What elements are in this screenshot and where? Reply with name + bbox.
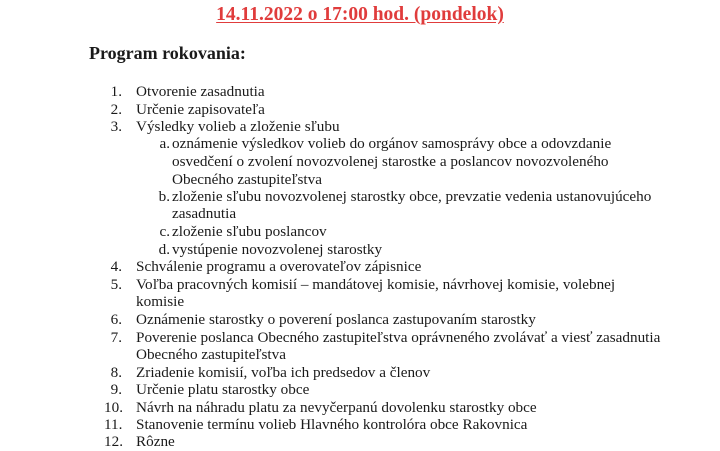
- agenda-item-text: Schválenie programu a overovateľov zápisnice: [136, 258, 422, 275]
- agenda-subitem-letter: b.: [158, 188, 170, 205]
- agenda-item-number: 7.: [110, 329, 122, 346]
- agenda-item-text-continued: komisie: [136, 293, 185, 310]
- agenda-subitem-text: zloženie sľubu poslancov: [172, 223, 327, 240]
- agenda-item-number: 11.: [104, 416, 123, 433]
- agenda-item-text: Rôzne: [136, 433, 175, 450]
- agenda-item-number: 5.: [110, 276, 122, 293]
- agenda-item-number: 8.: [110, 364, 122, 381]
- agenda-item-text: Návrh na náhradu platu za nevyčerpanú dovolenku starostky obce: [136, 399, 537, 416]
- agenda-subitem-text: Obecného zastupiteľstva: [172, 171, 322, 188]
- agenda-item-text: Výsledky volieb a zloženie sľubu: [136, 118, 340, 135]
- agenda-item-number: 1.: [110, 83, 122, 100]
- agenda-subitem-text: zasadnutia: [172, 205, 237, 222]
- agenda-item-number: 2.: [110, 101, 122, 118]
- agenda-subitem-text: osvedčení o zvolení novozvolenej starostke a poslancov novozvoleného: [172, 153, 609, 170]
- agenda-item-text: Otvorenie zasadnutia: [136, 83, 265, 100]
- program-title: Program rokovania:: [89, 43, 246, 63]
- agenda-subitem-text: vystúpenie novozvolenej starostky: [172, 241, 383, 258]
- agenda-subitem-letter: c.: [159, 223, 170, 240]
- agenda-item-text: Poverenie poslanca Obecného zastupiteľstva oprávneného zvolávať a viesť zasadnutia: [136, 329, 661, 346]
- agenda-item-text: Oznámenie starostky o poverení poslanca zastupovaním starostky: [136, 311, 536, 328]
- agenda-item-text: Voľba pracovných komisií – mandátovej komisie, návrhovej komisie, volebnej: [136, 276, 616, 293]
- agenda-item-text: Určenie zapisovateľa: [136, 101, 265, 118]
- agenda-item-number: 6.: [110, 311, 122, 328]
- agenda-item-number: 9.: [110, 381, 122, 398]
- agenda-subitem-text: zloženie sľubu novozvolenej starostky obce, prevzatie vedenia ustanovujúceho: [172, 188, 652, 205]
- agenda-item-number: 10.: [104, 399, 123, 416]
- agenda-item-number: 12.: [104, 433, 123, 450]
- agenda-item-number: 3.: [110, 118, 122, 135]
- agenda-item-number: 4.: [110, 258, 122, 275]
- agenda-subitem-letter: d.: [158, 241, 170, 258]
- agenda-item-text: Stanovenie termínu volieb Hlavného kontrolóra obce Rakovnica: [136, 416, 528, 433]
- agenda-item-text-continued: Obecného zastupiteľstva: [136, 346, 286, 363]
- agenda-subitem-letter: a.: [159, 135, 170, 152]
- meeting-date-heading: 14.11.2022 o 17:00 hod. (pondelok): [216, 4, 504, 25]
- agenda-subitem-text: oznámenie výsledkov volieb do orgánov samosprávy obce a odovzdanie: [172, 135, 612, 152]
- agenda-item-text: Zriadenie komisií, voľba ich predsedov a členov: [136, 364, 431, 381]
- agenda-item-text: Určenie platu starostky obce: [136, 381, 310, 398]
